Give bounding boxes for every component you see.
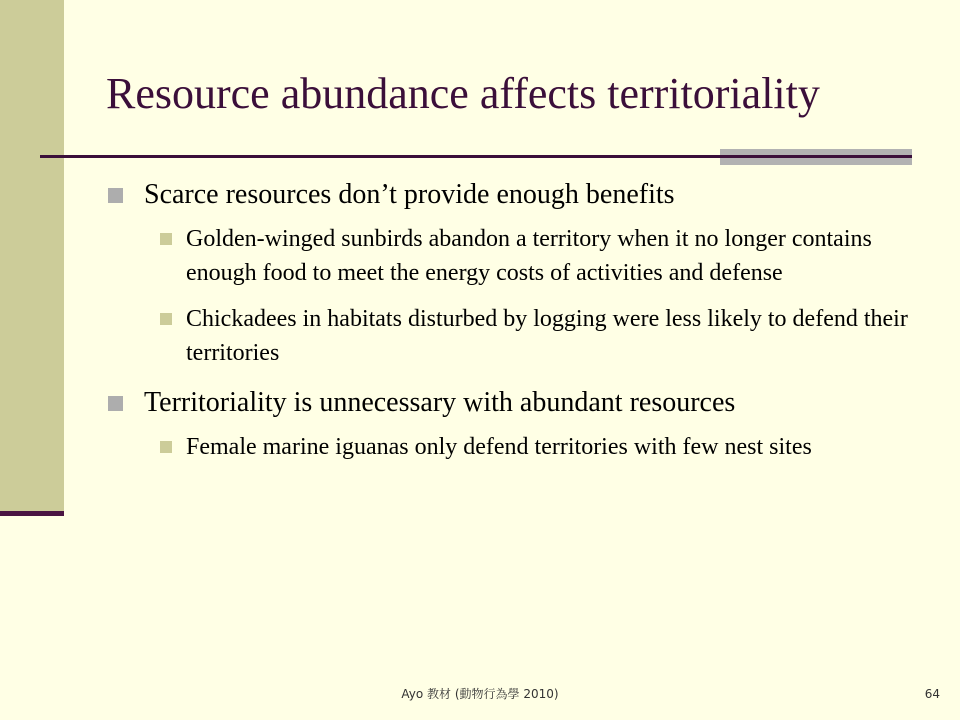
square-bullet-icon: [160, 313, 172, 325]
square-bullet-icon: [160, 441, 172, 453]
sub-bullet-text: Golden-winged sunbirds abandon a territory when it no longer contains enough food to meet the energy costs of activities and defense: [186, 226, 872, 286]
left-accent-band: [0, 0, 64, 511]
bullet-item: [108, 176, 908, 214]
sub-bullet-item: [160, 222, 908, 290]
left-accent-band-edge: [0, 511, 64, 516]
square-bullet-icon: [108, 396, 123, 411]
sub-bullet-text: Female marine iguanas only defend territories with few nest sites: [186, 434, 812, 460]
bullet-item: [108, 384, 908, 422]
slide-footer: Ayo 教材 (動物行為學 2010): [401, 687, 559, 701]
sub-bullet-text: Chickadees in habitats disturbed by logging were less likely to defend their territories: [186, 306, 908, 366]
square-bullet-icon: [160, 233, 172, 245]
bullet-text: Territoriality is unnecessary with abundant resources: [144, 387, 736, 418]
bullet-text: Scarce resources don’t provide enough benefits: [144, 179, 675, 210]
title-rule: [40, 155, 912, 158]
sub-bullet-item: [160, 430, 908, 464]
square-bullet-icon: [108, 188, 123, 203]
sub-bullet-item: [160, 302, 908, 370]
page-number: 64: [924, 687, 940, 701]
slide-title: Resource abundance affects territoriality: [106, 69, 820, 118]
slide-body: [108, 176, 908, 464]
